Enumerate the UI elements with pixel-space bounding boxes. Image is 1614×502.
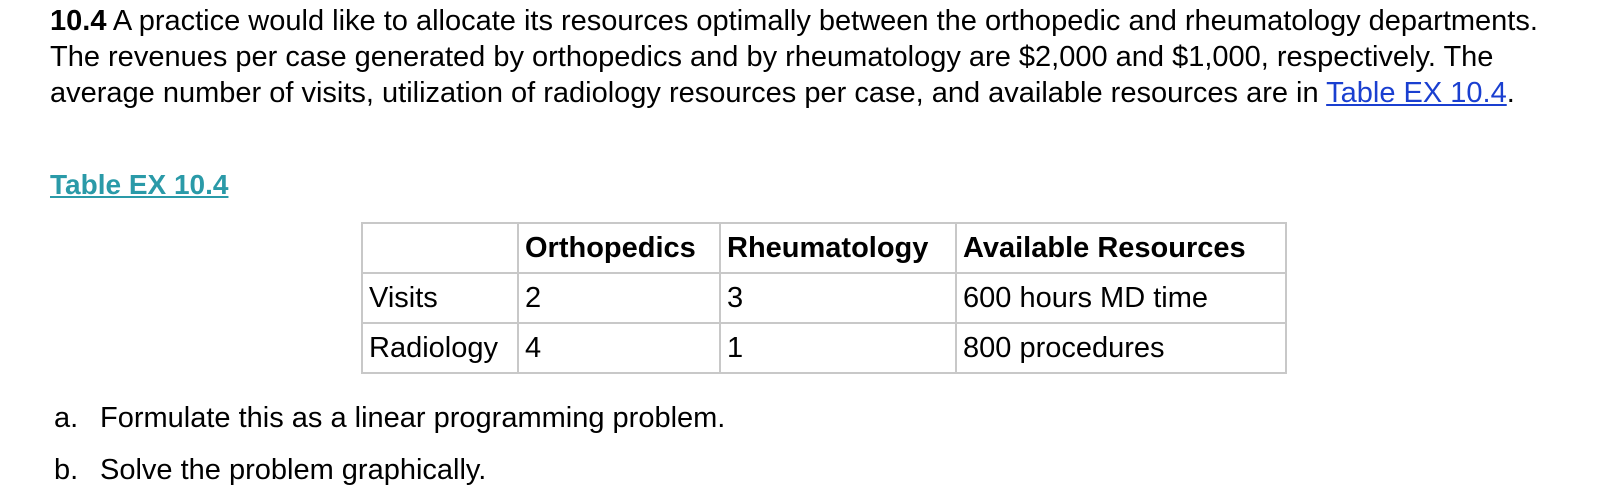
orthopedics-cell: 4 [518,323,720,373]
rheumatology-cell: 1 [720,323,956,373]
table-row [362,323,1286,373]
list-item [54,398,725,450]
row-label: Visits [362,273,518,323]
orthopedics-cell: 2 [518,273,720,323]
available-resources-cell: 600 hours MD time [956,273,1286,323]
table-row [362,273,1286,323]
row-label: Radiology [362,323,518,373]
header-rheumatology: Rheumatology [720,223,956,273]
resources-table [361,222,1287,374]
available-resources-cell: 800 procedures [956,323,1286,373]
question-marker: a. [54,402,79,434]
table-header-row [362,223,1286,273]
problem-text-end: . [1506,77,1515,109]
table-title-link[interactable]: Table EX 10.4 [50,169,229,200]
table-reference-link[interactable]: Table EX 10.4 [1326,77,1507,109]
list-item [54,450,725,502]
question-marker: b. [54,454,79,486]
rheumatology-cell: 3 [720,273,956,323]
problem-statement [50,3,1595,111]
header-empty-cell [362,223,518,273]
header-available-resources: Available Resources [956,223,1286,273]
problem-text: A practice would like to allocate its resources optimally between the orthopedic and rheumatology departments. The revenues per case generated by orthopedics and by rheumatology are $2,000 and $1,000, respectively. The average number of visits, utilization of radiology resources per case, and available resources are in [50,5,1538,109]
header-orthopedics: Orthopedics [518,223,720,273]
question-text: Formulate this as a linear programming problem. [100,402,726,434]
problem-number: 10.4 [50,5,107,37]
question-list [54,398,725,502]
question-text: Solve the problem graphically. [100,454,487,486]
